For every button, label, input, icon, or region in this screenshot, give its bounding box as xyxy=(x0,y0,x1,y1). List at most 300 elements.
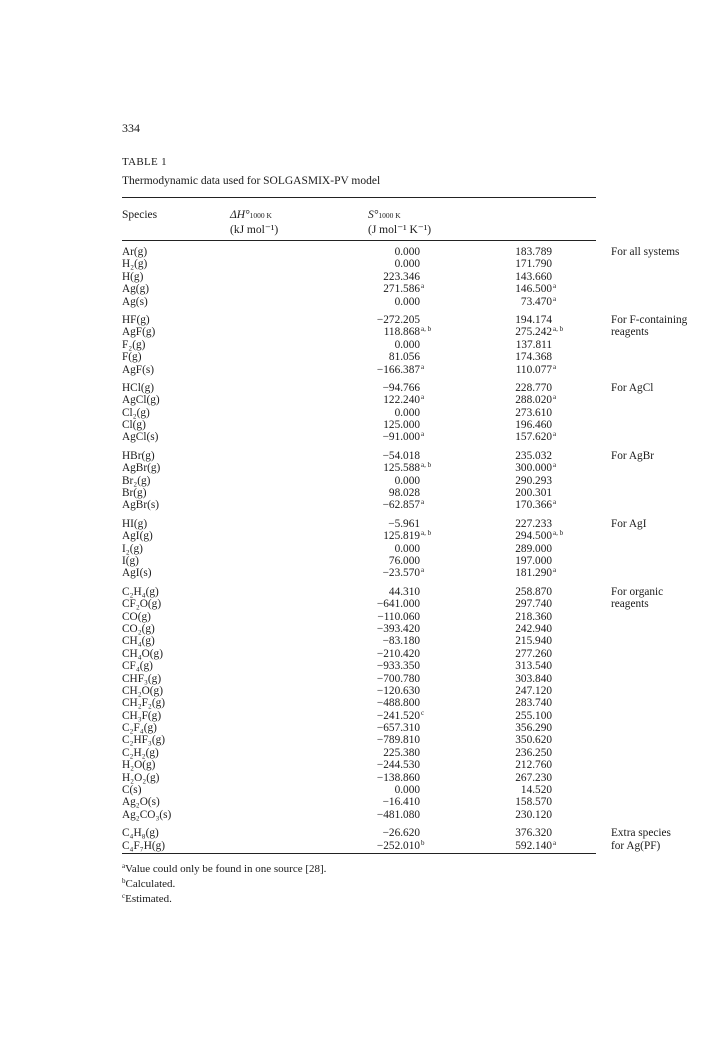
table-row xyxy=(122,313,688,326)
species-cell: CH₄O(g) xyxy=(122,647,163,660)
footnote-text: Calculated. xyxy=(125,878,176,890)
table-body xyxy=(122,246,688,858)
species-cell: Ag₂O(s) xyxy=(122,796,160,809)
entropy-cell xyxy=(490,461,557,475)
entropy-cell-value: 143.660 xyxy=(515,270,552,283)
enthalpy-cell xyxy=(350,708,425,722)
species-cell: Ag₂CO₃(s) xyxy=(122,808,172,821)
table-row xyxy=(122,339,596,351)
species-cell: AgCl(s) xyxy=(122,431,159,444)
enthalpy-cell-value: 122.240 xyxy=(383,394,420,407)
enthalpy-cell-value: 0.000 xyxy=(394,338,420,351)
table-row xyxy=(122,407,596,419)
entropy-cell xyxy=(490,827,552,839)
table-row xyxy=(122,487,596,499)
entropy-cell xyxy=(490,772,552,784)
table-caption: Thermodynamic data used for SOLGASMIX-PV model xyxy=(122,175,381,187)
table-row xyxy=(122,449,654,462)
entropy-cell-value: 194.174 xyxy=(515,313,552,326)
enthalpy-cell xyxy=(350,296,420,308)
entropy-cell-value: 288.020 xyxy=(515,394,552,407)
entropy-cell xyxy=(490,710,552,722)
enthalpy-cell-value: −393.420 xyxy=(376,622,420,635)
entropy-cell-value: 200.301 xyxy=(515,487,552,500)
enthalpy-cell-value: −5.961 xyxy=(388,517,420,530)
entropy-cell-value: 303.840 xyxy=(515,672,552,685)
entropy-cell xyxy=(490,314,552,326)
entropy-cell-value: 294.500 xyxy=(515,530,552,543)
entropy-cell xyxy=(490,246,552,258)
entropy-cell-value: 297.740 xyxy=(515,598,552,611)
entropy-cell xyxy=(490,282,557,296)
entropy-cell xyxy=(490,339,552,351)
table-row xyxy=(122,827,671,840)
entropy-cell-value: 181.290 xyxy=(515,567,552,580)
entropy-cell-value: 137.811 xyxy=(515,338,552,351)
enthalpy-cell-value: −641.000 xyxy=(376,598,420,611)
entropy-cell-value: 110.077 xyxy=(515,363,552,376)
table-row xyxy=(122,394,596,406)
species-cell: F(g) xyxy=(122,351,142,364)
entropy-cell-value: 218.360 xyxy=(515,610,552,623)
table-row xyxy=(122,623,596,635)
enthalpy-cell xyxy=(350,660,420,672)
enthalpy-cell xyxy=(350,673,420,685)
table-row xyxy=(122,784,596,796)
enthalpy-cell xyxy=(350,734,420,746)
system-note: For organic xyxy=(611,585,664,598)
table-row xyxy=(122,364,596,376)
species-cell: Ag(g) xyxy=(122,283,149,296)
entropy-cell-value: 289.000 xyxy=(515,542,552,555)
enthalpy-cell-value: −54.018 xyxy=(382,449,420,462)
entropy-cell-value: 183.789 xyxy=(515,246,552,258)
enthalpy-cell-value: 0.000 xyxy=(394,474,420,487)
enthalpy-cell xyxy=(350,258,420,270)
entropy-cell-value: 290.293 xyxy=(515,474,552,487)
enthalpy-cell xyxy=(350,382,420,394)
enthalpy-cell-value: −272.205 xyxy=(376,313,420,326)
enthalpy-cell xyxy=(350,430,425,444)
species-cell: CO₂(g) xyxy=(122,622,155,635)
footnote-marker: a, b xyxy=(421,461,432,470)
entropy-cell-value: 350.620 xyxy=(515,734,552,747)
footnote-marker: a xyxy=(553,566,557,575)
footnote-marker: a xyxy=(421,282,425,291)
enthalpy-cell xyxy=(350,407,420,419)
footnote-marker: a xyxy=(553,430,557,439)
entropy-cell-value: 267.230 xyxy=(515,771,552,784)
enthalpy-cell xyxy=(350,772,420,784)
entropy-cell-value: 14.520 xyxy=(520,784,552,797)
enthalpy-cell xyxy=(350,543,420,555)
entropy-cell-value: 313.540 xyxy=(515,660,552,673)
system-note: reagents xyxy=(611,598,649,611)
enthalpy-cell xyxy=(350,325,432,339)
table-row xyxy=(122,258,596,270)
enthalpy-cell-value: −26.620 xyxy=(382,827,420,840)
enthalpy-cell xyxy=(350,623,420,635)
table-row xyxy=(122,381,654,394)
species-cell: I₂(g) xyxy=(122,542,143,555)
enthalpy-cell-value: 125.819 xyxy=(383,530,420,543)
entropy-cell xyxy=(490,673,552,685)
enthalpy-cell xyxy=(350,611,420,623)
footnote-marker: a xyxy=(553,282,557,291)
enthalpy-cell xyxy=(350,586,420,598)
species-cell: H₂O(g) xyxy=(122,759,156,772)
entropy-cell-value: 275.242 xyxy=(515,326,552,339)
enthalpy-cell-value: −138.860 xyxy=(376,771,420,784)
footnote-marker: a xyxy=(553,393,557,402)
enthalpy-cell xyxy=(350,393,425,407)
enthalpy-cell xyxy=(350,518,420,530)
enthalpy-cell xyxy=(350,529,432,543)
species-cell: CHF₃(g) xyxy=(122,672,162,685)
footnote-marker: a xyxy=(553,461,557,470)
enthalpy-cell xyxy=(350,796,420,808)
species-cell: H₂O₂(g) xyxy=(122,771,160,784)
species-cell: C₄H₈(g) xyxy=(122,827,159,840)
enthalpy-cell-value: −481.080 xyxy=(376,808,420,821)
enthalpy-cell-value: −488.800 xyxy=(376,697,420,710)
table-row xyxy=(122,499,596,511)
header-enthalpy-subscript: 1000 K xyxy=(249,211,272,220)
enthalpy-cell-value: 0.000 xyxy=(394,258,420,271)
species-cell: CH₂O(g) xyxy=(122,684,163,697)
species-cell: Ar(g) xyxy=(122,246,148,258)
species-cell: Cl(g) xyxy=(122,419,146,432)
species-cell: I(g) xyxy=(122,554,139,567)
species-cell: AgI(s) xyxy=(122,567,152,580)
entropy-cell xyxy=(490,784,552,796)
species-group xyxy=(122,313,688,376)
species-cell: CH₃F(g) xyxy=(122,709,162,722)
enthalpy-cell xyxy=(350,271,420,283)
entropy-cell-value: 171.790 xyxy=(515,258,552,271)
table-row xyxy=(122,722,596,734)
entropy-cell-value: 283.740 xyxy=(515,697,552,710)
species-cell: AgBr(g) xyxy=(122,462,161,475)
enthalpy-cell xyxy=(350,722,420,734)
species-cell: AgCl(g) xyxy=(122,394,160,407)
system-note: for Ag(PF) xyxy=(611,839,661,852)
enthalpy-cell xyxy=(350,598,420,610)
table-row xyxy=(122,697,596,709)
table-header-rule xyxy=(122,240,596,241)
species-cell: HI(g) xyxy=(122,517,148,530)
enthalpy-cell-value: −16.410 xyxy=(382,796,420,809)
footnote-marker: b xyxy=(421,838,425,847)
entropy-cell-value: 273.610 xyxy=(515,406,552,419)
system-note: For AgBr xyxy=(611,449,654,462)
enthalpy-cell-value: −244.530 xyxy=(376,759,420,772)
enthalpy-cell-value: 44.310 xyxy=(388,585,420,598)
enthalpy-cell-value: 125.000 xyxy=(383,419,420,432)
enthalpy-cell-value: 225.380 xyxy=(383,746,420,759)
entropy-cell xyxy=(490,759,552,771)
species-group xyxy=(122,246,680,308)
table-row xyxy=(122,772,596,784)
enthalpy-cell xyxy=(350,838,425,852)
table-row xyxy=(122,271,596,283)
enthalpy-cell xyxy=(350,419,420,431)
species-cell: H(g) xyxy=(122,270,144,283)
entropy-cell xyxy=(490,734,552,746)
footnote-line xyxy=(122,862,326,877)
enthalpy-cell xyxy=(350,487,420,499)
table-row xyxy=(122,734,596,746)
header-entropy-symbol: S° xyxy=(368,209,379,221)
enthalpy-cell-value: −23.570 xyxy=(382,567,420,580)
enthalpy-cell xyxy=(350,784,420,796)
entropy-cell-value: 174.368 xyxy=(515,351,552,364)
enthalpy-cell xyxy=(350,362,425,376)
entropy-cell-value: 247.120 xyxy=(515,684,552,697)
entropy-cell-value: 146.500 xyxy=(515,283,552,296)
enthalpy-cell-value: −210.420 xyxy=(376,647,420,660)
entropy-cell xyxy=(490,393,557,407)
entropy-cell xyxy=(490,838,557,852)
entropy-cell-value: 228.770 xyxy=(515,381,552,394)
entropy-cell xyxy=(490,543,552,555)
species-cell: C(s) xyxy=(122,784,142,797)
table-row xyxy=(122,598,649,611)
entropy-cell-value: 236.250 xyxy=(515,746,552,759)
entropy-cell xyxy=(490,598,552,610)
table-row xyxy=(122,246,680,258)
enthalpy-cell-value: −657.310 xyxy=(376,722,420,735)
species-cell: CO(g) xyxy=(122,610,151,623)
entropy-cell xyxy=(490,518,552,530)
table-row xyxy=(122,635,596,647)
enthalpy-cell xyxy=(350,450,420,462)
entropy-cell xyxy=(490,685,552,697)
table-row xyxy=(122,673,596,685)
species-cell: Br(g) xyxy=(122,487,147,500)
table-row xyxy=(122,431,596,443)
entropy-cell-value: 242.940 xyxy=(515,622,552,635)
species-cell: H₂(g) xyxy=(122,258,148,271)
entropy-cell xyxy=(490,809,552,821)
footnote-line xyxy=(122,892,326,907)
entropy-cell-value: 227.233 xyxy=(515,517,552,530)
entropy-cell xyxy=(490,635,552,647)
footnote-mark: b xyxy=(122,877,126,885)
entropy-cell xyxy=(490,529,564,543)
species-cell: F₂(g) xyxy=(122,338,146,351)
enthalpy-cell xyxy=(350,475,420,487)
entropy-cell xyxy=(490,660,552,672)
enthalpy-cell-value: −252.010 xyxy=(376,839,420,852)
enthalpy-cell-value: 223.346 xyxy=(383,270,420,283)
entropy-cell-value: 356.290 xyxy=(515,722,552,735)
entropy-cell xyxy=(490,325,564,339)
footnote-mark: a xyxy=(122,862,126,870)
species-cell: AgI(g) xyxy=(122,530,153,543)
enthalpy-cell xyxy=(350,648,420,660)
header-enthalpy xyxy=(230,208,278,237)
header-enthalpy-symbol: ΔH° xyxy=(230,209,250,221)
system-note: For AgCl xyxy=(611,381,654,394)
footnote-marker: a xyxy=(553,294,557,303)
table-row xyxy=(122,660,596,672)
footnote-marker: a, b xyxy=(421,325,432,334)
entropy-cell-value: 258.870 xyxy=(515,585,552,598)
footnote-marker: c xyxy=(421,708,425,717)
system-note: For F-containing xyxy=(611,313,688,326)
enthalpy-cell-value: 0.000 xyxy=(394,246,420,258)
entropy-cell-value: 158.570 xyxy=(515,796,552,809)
table-row xyxy=(122,747,596,759)
entropy-cell xyxy=(490,362,557,376)
species-group xyxy=(122,827,671,852)
entropy-cell xyxy=(490,623,552,635)
footnote-marker: a xyxy=(421,566,425,575)
entropy-cell xyxy=(490,294,557,308)
species-group xyxy=(122,517,647,580)
entropy-cell xyxy=(490,450,552,462)
footnote-marker: a xyxy=(553,362,557,371)
enthalpy-cell-value: 271.586 xyxy=(383,283,420,296)
enthalpy-cell-value: −110.060 xyxy=(377,610,420,623)
table-row xyxy=(122,530,596,542)
entropy-cell xyxy=(490,487,552,499)
table-bottom-rule xyxy=(122,853,596,854)
enthalpy-cell xyxy=(350,697,420,709)
entropy-cell-value: 215.940 xyxy=(515,635,552,648)
entropy-cell xyxy=(490,351,552,363)
table-row xyxy=(122,419,596,431)
table-row xyxy=(122,351,596,363)
species-cell: AgF(g) xyxy=(122,326,156,339)
table-row xyxy=(122,648,596,660)
system-note: For AgI xyxy=(611,517,647,530)
table-row xyxy=(122,611,596,623)
enthalpy-cell-value: 125.588 xyxy=(383,462,420,475)
enthalpy-cell-value: 98.028 xyxy=(388,487,420,500)
entropy-cell xyxy=(490,407,552,419)
footnote-marker: a xyxy=(421,393,425,402)
table-row xyxy=(122,555,596,567)
species-cell: AgF(s) xyxy=(122,363,155,376)
footnote-marker: a xyxy=(421,362,425,371)
table-row xyxy=(122,710,596,722)
entropy-cell xyxy=(490,498,557,512)
table-row xyxy=(122,809,596,821)
system-note: reagents xyxy=(611,326,649,339)
enthalpy-cell xyxy=(350,566,425,580)
entropy-cell xyxy=(490,271,552,283)
species-cell: CF₄(g) xyxy=(122,660,153,673)
enthalpy-cell xyxy=(350,747,420,759)
enthalpy-cell xyxy=(350,685,420,697)
entropy-cell xyxy=(490,382,552,394)
footnote-marker: a, b xyxy=(553,529,564,538)
entropy-cell xyxy=(490,430,557,444)
enthalpy-cell-value: −62.857 xyxy=(382,499,420,512)
enthalpy-cell xyxy=(350,351,420,363)
enthalpy-cell-value: 0.000 xyxy=(394,406,420,419)
system-note: Extra species xyxy=(611,827,671,840)
enthalpy-cell-value: 0.000 xyxy=(394,542,420,555)
entropy-cell xyxy=(490,796,552,808)
species-cell: C₂F₄(g) xyxy=(122,722,157,735)
entropy-cell xyxy=(490,555,552,567)
footnote-mark: c xyxy=(122,892,126,900)
table-row xyxy=(122,462,596,474)
entropy-cell xyxy=(490,611,552,623)
entropy-cell xyxy=(490,566,557,580)
footnote-marker: a xyxy=(553,838,557,847)
enthalpy-cell-value: −789.810 xyxy=(376,734,420,747)
footnote-line xyxy=(122,877,326,892)
table-row xyxy=(122,567,596,579)
table-row xyxy=(122,796,596,808)
entropy-cell-value: 277.260 xyxy=(515,647,552,660)
table-row xyxy=(122,517,647,530)
species-cell: CH₂F₂(g) xyxy=(122,697,166,710)
entropy-cell xyxy=(490,475,552,487)
header-entropy xyxy=(368,208,431,237)
enthalpy-cell xyxy=(350,827,420,839)
enthalpy-cell xyxy=(350,339,420,351)
enthalpy-cell-value: −120.630 xyxy=(376,684,420,697)
entropy-cell xyxy=(490,747,552,759)
enthalpy-cell xyxy=(350,314,420,326)
enthalpy-cell-value: −700.780 xyxy=(376,672,420,685)
table-row xyxy=(122,585,664,598)
entropy-cell-value: 212.760 xyxy=(515,759,552,772)
footnote-marker: a xyxy=(421,498,425,507)
entropy-cell-value: 255.100 xyxy=(515,709,552,722)
entropy-cell xyxy=(490,586,552,598)
footnote-marker: a, b xyxy=(421,529,432,538)
header-enthalpy-unit: (kJ mol⁻¹) xyxy=(230,224,279,236)
table-row xyxy=(122,685,596,697)
enthalpy-cell-value: −91.000 xyxy=(382,431,420,444)
entropy-cell-value: 235.032 xyxy=(515,449,552,462)
species-cell: C₂H₄(g) xyxy=(122,585,159,598)
entropy-cell-value: 592.140 xyxy=(515,839,552,852)
enthalpy-cell-value: 0.000 xyxy=(394,295,420,308)
species-cell: C₂HF₃(g) xyxy=(122,734,166,747)
species-cell: HBr(g) xyxy=(122,449,155,462)
enthalpy-cell xyxy=(350,498,425,512)
enthalpy-cell xyxy=(350,809,420,821)
species-cell: C₄F₇H(g) xyxy=(122,839,166,852)
species-cell: CH₄(g) xyxy=(122,635,155,648)
species-cell: HF(g) xyxy=(122,313,150,326)
enthalpy-cell xyxy=(350,461,432,475)
header-entropy-unit: (J mol⁻¹ K⁻¹) xyxy=(368,224,432,236)
species-cell: Br₂(g) xyxy=(122,474,151,487)
table-row xyxy=(122,838,661,852)
header-species xyxy=(122,208,157,222)
table-top-rule xyxy=(122,197,596,198)
entropy-cell-value: 196.460 xyxy=(515,419,552,432)
table-row xyxy=(122,325,649,339)
entropy-cell xyxy=(490,419,552,431)
enthalpy-cell-value: −83.180 xyxy=(382,635,420,648)
enthalpy-cell-value: −933.350 xyxy=(376,660,420,673)
footnote-text: Value could only be found in one source [28]. xyxy=(125,863,327,875)
entropy-cell xyxy=(490,648,552,660)
enthalpy-cell-value: 81.056 xyxy=(388,351,420,364)
species-cell: HCl(g) xyxy=(122,381,155,394)
table-row xyxy=(122,543,596,555)
entropy-cell-value: 170.366 xyxy=(515,499,552,512)
